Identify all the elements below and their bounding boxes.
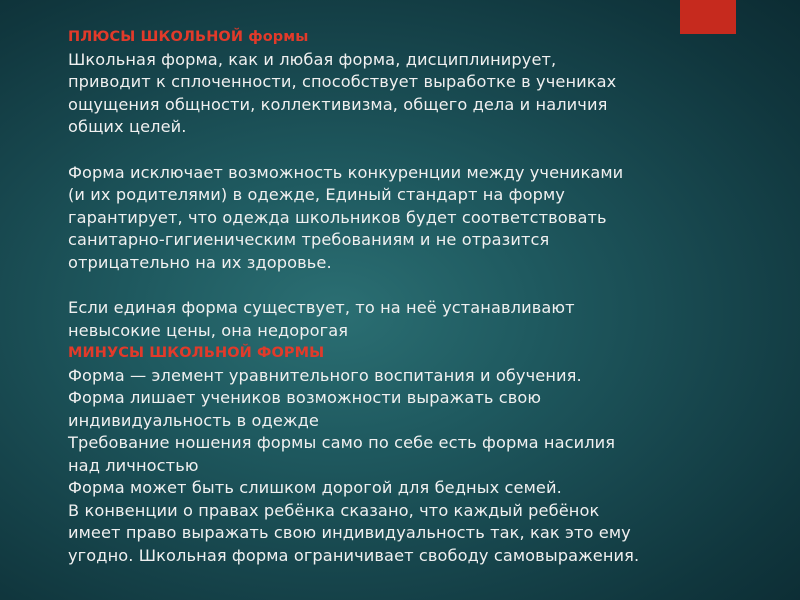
cons-line: угодно. Школьная форма ограничивает свободу самовыражения.	[68, 545, 640, 565]
pros-paragraph2-line: (и их родителями) в одежде, Единый стандарт на форму	[68, 185, 565, 204]
pros-paragraph2-line: отрицательно на их здоровье.	[68, 252, 332, 272]
cons-line: индивидуальность в одежде	[68, 410, 319, 430]
cons-line: Форма может быть слишком дорогой для бедных семей.	[68, 478, 562, 497]
cons-heading: МИНУСЫ ШКОЛЬНОЙ ФОРМЫ	[68, 345, 325, 361]
pros-heading: ПЛЮСЫ ШКОЛЬНОЙ формы	[68, 29, 309, 45]
pros-paragraph3-line: невысокие цены, она недорогая	[68, 320, 349, 340]
cons-line: Форма лишает учеников возможности выражать свою	[68, 388, 542, 407]
pros-paragraph2-line: Форма исключает возможность конкуренции между учениками	[68, 162, 624, 182]
pros-paragraph1-line: приводит к сплоченности, способствует выработке в учениках	[68, 72, 617, 91]
pros-paragraph2-line: гарантирует, что одежда школьников будет соответствовать	[68, 207, 607, 227]
pros-paragraph2-line: санитарно-гигиеническим требованиям и не отразится	[68, 230, 550, 249]
paragraph-spacer	[68, 139, 768, 162]
paragraph-spacer	[68, 274, 768, 297]
pros-paragraph1-line: общих целей.	[68, 117, 187, 136]
pros-paragraph1-line: ощущения общности, коллективизма, общего дела и наличия	[68, 94, 608, 114]
cons-line: Требование ношения формы само по себе есть форма насилия	[68, 433, 616, 452]
slide-text-block	[68, 26, 768, 567]
cons-line: имеет право выражать свою индивидуальность так, как это ему	[68, 523, 631, 542]
cons-line: над личностью	[68, 455, 199, 475]
pros-paragraph3-line: Если единая форма существует, то на неё устанавливают	[68, 298, 575, 317]
cons-line: В конвенции о правах ребёнка сказано, что каждый ребёнок	[68, 500, 600, 520]
pros-paragraph1-line: Школьная форма, как и любая форма, дисциплинирует,	[68, 49, 557, 69]
cons-line: Форма — элемент уравнительного воспитания и обучения.	[68, 365, 582, 385]
